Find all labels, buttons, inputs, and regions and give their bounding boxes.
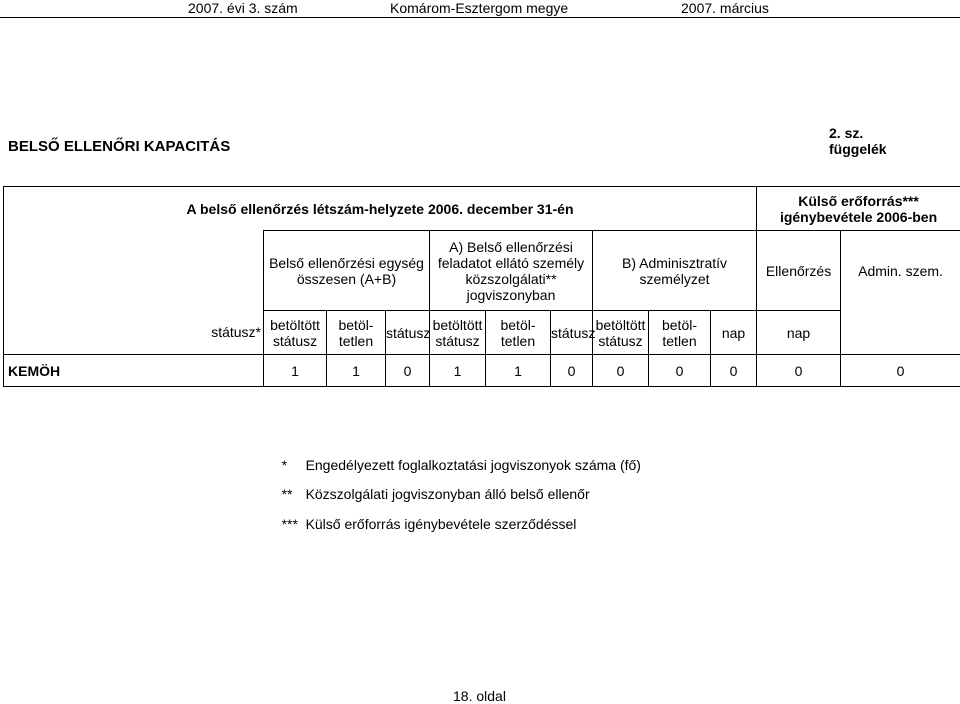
ext-audit-cell bbox=[757, 231, 841, 311]
table-cell: 0 bbox=[551, 355, 593, 387]
appendix-line2: függelék bbox=[829, 141, 887, 157]
appendix-line1: 2. sz. bbox=[829, 125, 864, 141]
table-cell: 1 bbox=[327, 355, 386, 387]
footnote-text: Közszolgálati jogviszonyban álló belső ellenőr bbox=[305, 486, 590, 502]
header-rule bbox=[0, 17, 960, 18]
table-cell: 0 bbox=[841, 355, 960, 387]
sub-b-unfilled: betöl-tetlen bbox=[649, 311, 711, 355]
table-cell: 0 bbox=[711, 355, 757, 387]
sub-status-star-cell bbox=[4, 311, 264, 355]
row-label: KEMÖH bbox=[4, 355, 264, 387]
sub-total-filled: betöltött státusz bbox=[264, 311, 327, 355]
sub-b-status: státusz bbox=[551, 311, 593, 355]
group-b-cell bbox=[593, 231, 757, 311]
footnote-mark: *** bbox=[281, 516, 298, 532]
table-cell: 1 bbox=[430, 355, 486, 387]
sub-a-filled: betöltött státusz bbox=[430, 311, 486, 355]
sub-ext-audit-nap: nap bbox=[711, 311, 757, 355]
main-heading: A belső ellenőrzés létszám-helyzete 2006. december 31-én bbox=[186, 200, 574, 217]
ext-admin: Admin. szem. bbox=[858, 262, 943, 279]
capacity-table bbox=[3, 186, 960, 387]
footnote-text: Engedélyezett foglalkoztatási jogviszonyok száma (fő) bbox=[305, 457, 641, 473]
external-heading: Külső erőforrás*** igénybevétele 2006-ben bbox=[779, 192, 938, 225]
sub-ext-admin-nap: nap bbox=[757, 311, 841, 355]
group-b: B) Adminisztratív személyzet bbox=[622, 254, 728, 287]
table-cell: 0 bbox=[386, 355, 430, 387]
header-issue: 2007. évi 3. szám bbox=[188, 0, 298, 16]
group-a: A) Belső ellenőrzési feladatot ellátó személy közszolgálati** jogviszonyban bbox=[437, 238, 585, 303]
ext-admin-cell bbox=[841, 231, 960, 311]
footnote-3 bbox=[266, 500, 576, 548]
sub-a-unfilled: betöl-tetlen bbox=[486, 311, 551, 355]
group-total: Belső ellenőrzési egység összesen (A+B) bbox=[269, 254, 424, 287]
blank-label-cell bbox=[4, 231, 264, 311]
page-title: BELSŐ ELLENŐRI KAPACITÁS bbox=[8, 138, 231, 155]
main-heading-cell bbox=[4, 187, 757, 231]
group-a-cell bbox=[430, 231, 593, 311]
sub-total-unfilled: betöl-tetlen bbox=[327, 311, 386, 355]
group-total-cell bbox=[264, 231, 430, 311]
footnote-mark: ** bbox=[281, 486, 293, 502]
sub-b-filled: betöltött státusz bbox=[593, 311, 649, 355]
external-heading-cell bbox=[757, 187, 960, 231]
page-number: 18. oldal bbox=[453, 688, 506, 704]
sub-a-status: státusz bbox=[386, 311, 430, 355]
table-cell: 1 bbox=[486, 355, 551, 387]
table-cell: 1 bbox=[264, 355, 327, 387]
sub-status-star: státusz* bbox=[211, 324, 261, 341]
table-cell: 0 bbox=[757, 355, 841, 387]
table-cell: 0 bbox=[649, 355, 711, 387]
header-date: 2007. március bbox=[681, 0, 769, 16]
footnote-mark: * bbox=[281, 457, 288, 473]
ext-audit: Ellenőrzés bbox=[765, 262, 832, 279]
footnote-text: Külső erőforrás igénybevétele szerződéssel bbox=[305, 516, 577, 532]
table-cell: 0 bbox=[593, 355, 649, 387]
header-county: Komárom-Esztergom megye bbox=[390, 0, 569, 16]
appendix-label bbox=[829, 125, 887, 157]
